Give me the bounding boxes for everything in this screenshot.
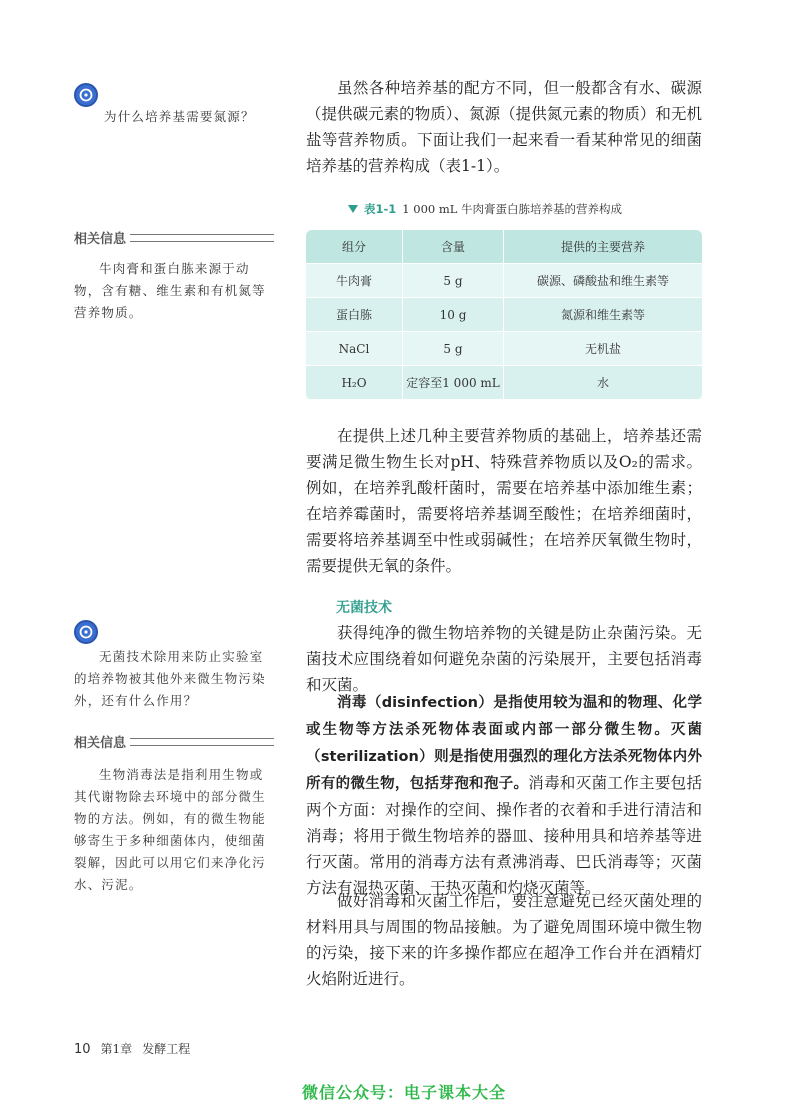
aseptic-intro-paragraph: 获得纯净的微生物培养物的关键是防止杂菌污染。无菌技术应围绕着如何避免杂菌的污染展开，主要包括消毒和灭菌。 <box>306 624 702 694</box>
table-row <box>306 366 702 400</box>
table-cell: NaCl <box>306 332 403 366</box>
question-icon <box>74 83 98 107</box>
table-cell: 氮源和维生素等 <box>504 298 702 332</box>
related-info-heading-1 <box>74 228 274 247</box>
table-cell: 无机盐 <box>504 332 702 366</box>
table-cell: 5 g <box>403 264 504 298</box>
chapter-title: 发酵工程 <box>142 1042 191 1056</box>
table-cell: 水 <box>504 366 702 400</box>
sidebar-question-2: 无菌技术除用来防止实验室的培养物被其他外来微生物污染外，还有什么作用？ <box>74 649 266 708</box>
related-info-heading-text: 相关信息 <box>74 232 127 247</box>
page-number: 10 <box>74 1042 91 1057</box>
related-info-body-2: 生物消毒法是指利用生物或其代谢物除去环境中的部分微生物的方法。例如，有的微生物能够寄生于多种细菌体内，使细菌裂解，因此可以用它们来净化污水、污泥。 <box>74 767 266 892</box>
table-cell: 5 g <box>403 332 504 366</box>
table-row <box>306 264 702 298</box>
caption-triangle-icon <box>348 205 358 213</box>
disinfection-paragraph <box>306 689 702 901</box>
question-icon <box>74 620 98 644</box>
heading-rule <box>130 234 274 242</box>
table-cell: 蛋白胨 <box>306 298 403 332</box>
chapter-number: 第1章 <box>100 1042 133 1056</box>
table-cell: 碳源、磷酸盐和维生素等 <box>504 264 702 298</box>
watermark: 微信公众号：电子课本大全 <box>302 1083 507 1102</box>
table-header-cell: 提供的主要营养 <box>504 230 702 264</box>
table-caption-label: 表1-1 <box>364 202 397 216</box>
table-header-cell: 组分 <box>306 230 403 264</box>
table-cell: 10 g <box>403 298 504 332</box>
table-caption-text: 1 000 mL 牛肉膏蛋白胨培养基的营养构成 <box>402 202 623 216</box>
table-cell: 牛肉膏 <box>306 264 403 298</box>
related-info-heading-text: 相关信息 <box>74 736 127 751</box>
table-cell: H₂O <box>306 366 403 400</box>
sidebar-question-1: 为什么培养基需要氮源？ <box>104 109 255 124</box>
table-header-row <box>306 230 702 264</box>
related-info-body-1: 牛肉膏和蛋白胨来源于动物，含有糖、维生素和有机氮等营养物质。 <box>74 261 266 320</box>
table-row <box>306 332 702 366</box>
intro-paragraph: 虽然各种培养基的配方不同，但一般都含有水、碳源（提供碳元素的物质）、氮源（提供氮元素的物质）和无机盐等营养物质。下面让我们一起来看一看某种常见的细菌培养基的营养构成（表1-1）。 <box>306 79 702 175</box>
table-header-cell: 含量 <box>403 230 504 264</box>
table-cell: 定容至1 000 mL <box>403 366 504 400</box>
aseptic-operation-paragraph: 做好消毒和灭菌工作后，要注意避免已经灭菌处理的材料用具与周围的物品接触。为了避免周围环境中微生物的污染，接下来的许多操作都应在超净工作台并在酒精灯火焰附近进行。 <box>306 892 702 988</box>
disinfection-detail-text: 消毒和灭菌工作主要包括两个方面：对操作的空间、操作者的衣着和手进行清洁和消毒；将用于微生物培养的器皿、接种用具和培养基等进行灭菌。常用的消毒方法有煮沸消毒、巴氏消毒等；灭菌方法有湿热灭菌、干热灭菌和灼烧灭菌等。 <box>306 774 702 897</box>
page-footer <box>74 1040 190 1057</box>
nutrient-table <box>306 230 702 400</box>
table-caption <box>348 201 622 217</box>
nutrition-requirements-paragraph: 在提供上述几种主要营养物质的基础上，培养基还需要满足微生物生长对pH、特殊营养物质以及O₂的需求。例如，在培养乳酸杆菌时，需要在培养基中添加维生素；在培养霉菌时，需要将培养基调至酸性；在培养细菌时，需要将培养基调至中性或弱碱性；在培养厌氧微生物时，需要提供无氧的条件。 <box>306 427 702 575</box>
section-title: 无菌技术 <box>336 600 392 616</box>
table-row <box>306 298 702 332</box>
definition-text: 消毒（disinfection）是指使用较为温和的物理、化学或生物等方法杀死物体表面或内部一部分微生物。灭菌（sterilization）则是指使用强烈的理化方法杀死物体内外所有的微生物，包括芽孢和孢子。 <box>306 695 702 792</box>
heading-rule <box>130 738 274 746</box>
related-info-heading-2 <box>74 732 274 751</box>
